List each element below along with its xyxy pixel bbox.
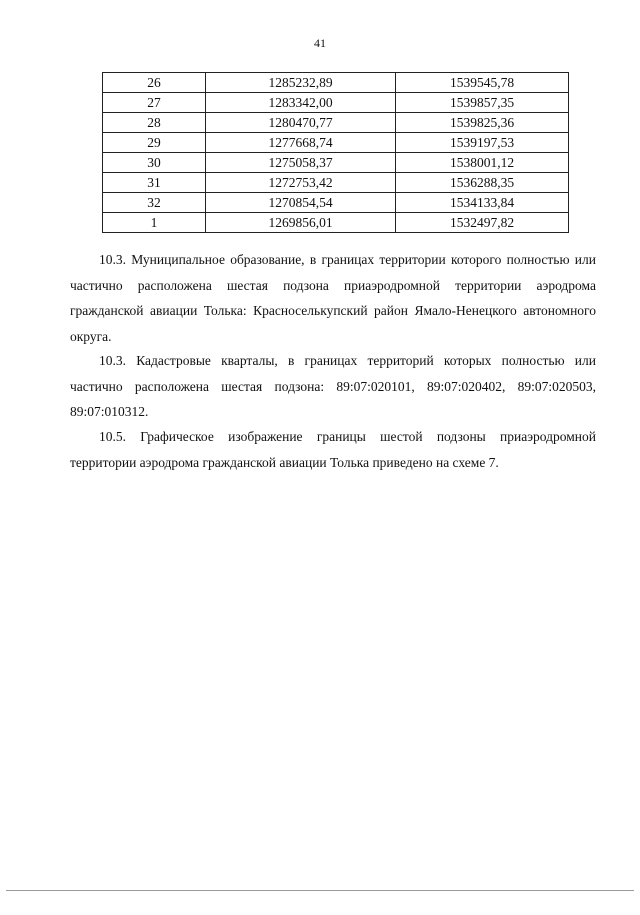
paragraph-text: 10.3. Муниципальное образование, в границах территории которого полностью или частично расположена шестая подзона приаэродромной территории аэродрома гражданской авиации Толька: Красноселькупский район Ямало-Ненецкого автономного округа. [70,252,596,344]
y-coordinate-cell: 1536288,35 [396,173,569,193]
x-coordinate-cell: 1272753,42 [206,173,396,193]
table-row [103,133,569,153]
x-coordinate-cell: 1270854,54 [206,193,396,213]
y-coordinate-cell: 1539197,53 [396,133,569,153]
x-coordinate-cell: 1275058,37 [206,153,396,173]
y-coordinate-cell: 1532497,82 [396,213,569,233]
y-coordinate-cell: 1538001,12 [396,153,569,173]
point-number-cell: 29 [103,133,206,153]
page-number: 41 [314,36,326,50]
point-number-cell: 26 [103,73,206,93]
point-number-cell: 28 [103,113,206,133]
point-number-cell: 27 [103,93,206,113]
y-coordinate-cell: 1534133,84 [396,193,569,213]
x-coordinate-cell: 1269856,01 [206,213,396,233]
x-coordinate-cell: 1280470,77 [206,113,396,133]
scan-edge-line [6,890,634,891]
point-number-cell: 30 [103,153,206,173]
y-coordinate-cell: 1539545,78 [396,73,569,93]
paragraph-10-3-municipality [70,247,596,349]
table-row [103,153,569,173]
point-number-cell: 32 [103,193,206,213]
table-row [103,113,569,133]
y-coordinate-cell: 1539825,36 [396,113,569,133]
coordinates-table [102,72,569,233]
x-coordinate-cell: 1277668,74 [206,133,396,153]
table-row [103,193,569,213]
table-row [103,93,569,113]
x-coordinate-cell: 1283342,00 [206,93,396,113]
y-coordinate-cell: 1539857,35 [396,93,569,113]
point-number-cell: 1 [103,213,206,233]
paragraph-text: 10.3. Кадастровые кварталы, в границах территорий которых полностью или частично расположена шестая подзона: 89:07:020101, 89:07:020402, 89:07:020503, 89:07:010312. [70,353,596,419]
paragraph-text: 10.5. Графическое изображение границы шестой подзоны приаэродромной территории аэродрома гражданской авиации Толька приведено на схеме 7. [70,429,596,470]
table-row [103,173,569,193]
table-row [103,73,569,93]
paragraph-10-5-graphic [70,424,596,475]
table-row [103,213,569,233]
point-number-cell: 31 [103,173,206,193]
x-coordinate-cell: 1285232,89 [206,73,396,93]
paragraph-10-3-cadastral [70,348,596,425]
